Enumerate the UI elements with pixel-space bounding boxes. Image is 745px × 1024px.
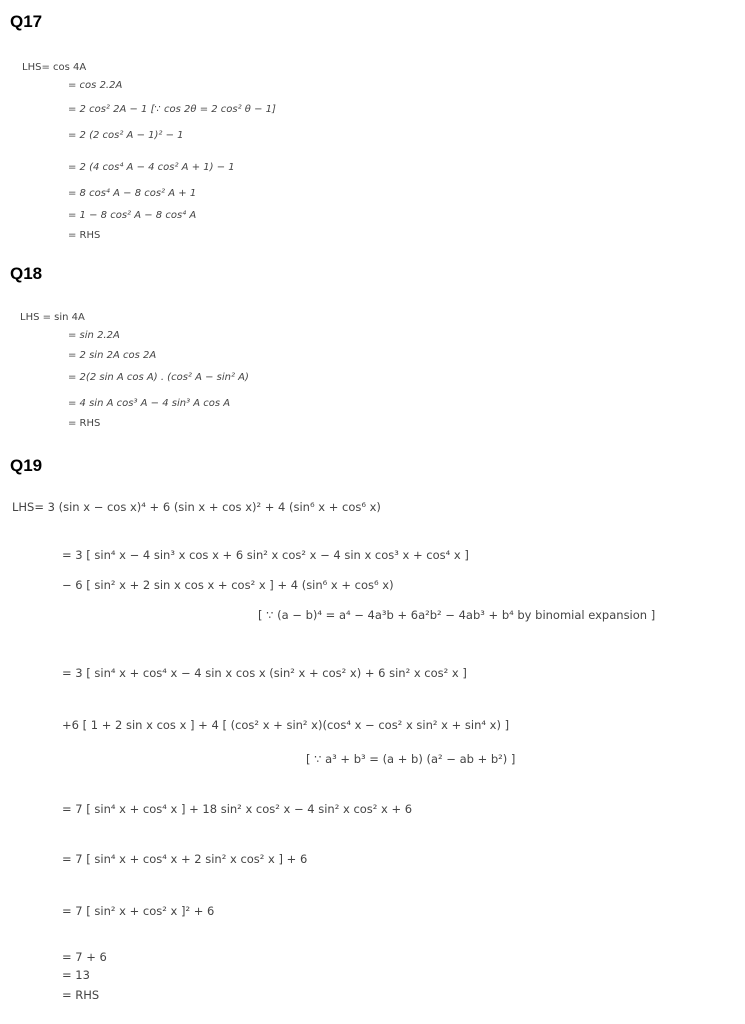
q18-line-4: = 2(2 sin A cos A) . (cos² A − sin² A) (68, 372, 249, 383)
q18-line-6: = RHS (68, 418, 101, 429)
q17-line-7: = 1 − 8 cos² A − 8 cos⁴ A (68, 210, 197, 221)
q18-heading: Q18 (10, 264, 43, 283)
q17-line-2: = cos 2.2A (68, 80, 123, 91)
q19-line-3: − 6 [ sin² x + 2 sin x cos x + cos² x ] + 4 (sin⁶ x + cos⁶ x) (62, 578, 394, 592)
q17-line-3: = 2 cos² 2A − 1 [∵ cos 2θ = 2 cos² θ − 1] (68, 104, 276, 115)
q19-line-7: [ ∵ a³ + b³ = (a + b) (a² − ab + b²) ] (306, 752, 516, 766)
q19-line-12: = 13 (62, 968, 90, 982)
q19-line-11: = 7 + 6 (62, 950, 107, 964)
q17-line-5: = 2 (4 cos⁴ A − 4 cos² A + 1) − 1 (68, 162, 235, 173)
q17-heading: Q17 (10, 12, 43, 31)
q19-line-10: = 7 [ sin² x + cos² x ]² + 6 (62, 904, 215, 918)
q18-line-5: = 4 sin A cos³ A − 4 sin³ A cos A (68, 398, 231, 409)
q17-line-8: = RHS (68, 230, 101, 241)
q19-line-2: = 3 [ sin⁴ x − 4 sin³ x cos x + 6 sin² x cos² x − 4 sin x cos³ x + cos⁴ x ] (62, 548, 469, 562)
q19-line-1: LHS= 3 (sin x − cos x)⁴ + 6 (sin x + cos x)² + 4 (sin⁶ x + cos⁶ x) (12, 500, 381, 514)
q19-line-13: = RHS (62, 988, 100, 1002)
q19-heading: Q19 (10, 456, 43, 475)
q18-line-3: = 2 sin 2A cos 2A (68, 350, 157, 361)
q19-line-4: [ ∵ (a − b)⁴ = a⁴ − 4a³b + 6a²b² − 4ab³ + b⁴ by binomial expansion ] (258, 608, 656, 622)
q19-line-5: = 3 [ sin⁴ x + cos⁴ x − 4 sin x cos x (sin² x + cos² x) + 6 sin² x cos² x ] (62, 666, 467, 680)
q19-line-9: = 7 [ sin⁴ x + cos⁴ x + 2 sin² x cos² x ] + 6 (62, 852, 308, 866)
q17-line-6: = 8 cos⁴ A − 8 cos² A + 1 (68, 188, 197, 199)
q17-line-1: LHS= cos 4A (22, 62, 87, 73)
q19-line-8: = 7 [ sin⁴ x + cos⁴ x ] + 18 sin² x cos² x − 4 sin² x cos² x + 6 (62, 802, 413, 816)
q17-line-4: = 2 (2 cos² A − 1)² − 1 (68, 130, 184, 141)
q19-line-6: +6 [ 1 + 2 sin x cos x ] + 4 [ (cos² x + sin² x)(cos⁴ x − cos² x sin² x + sin⁴ x) ] (62, 718, 510, 732)
q18-line-2: = sin 2.2A (68, 330, 120, 341)
q18-line-1: LHS = sin 4A (20, 312, 85, 323)
